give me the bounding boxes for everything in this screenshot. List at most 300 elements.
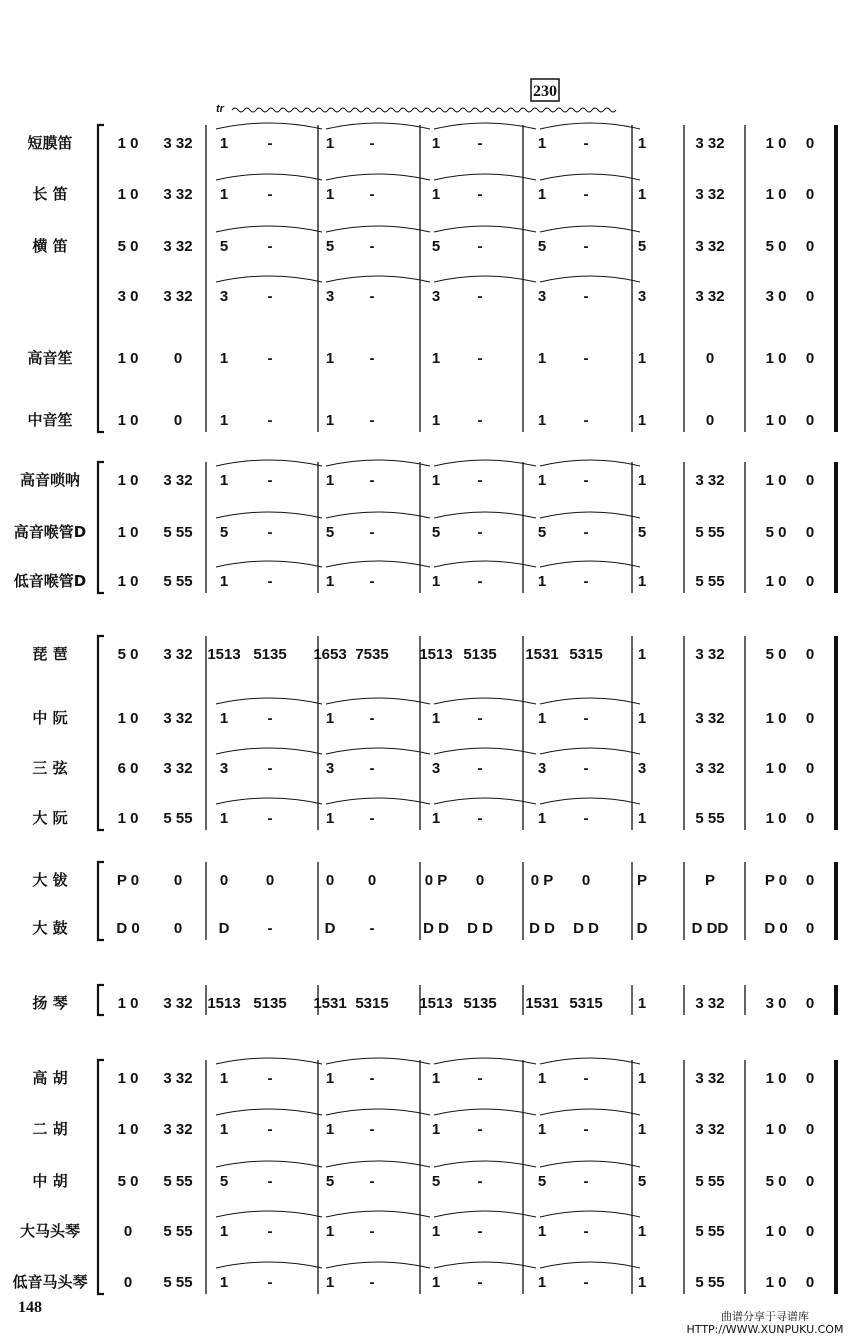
- note-cell: 1531: [313, 995, 347, 1012]
- note-cell: -: [267, 573, 273, 590]
- note-cell: 0: [805, 1070, 815, 1087]
- page-number: 148: [18, 1299, 42, 1316]
- note-cell: 3: [431, 760, 441, 777]
- note-cell: 5 55: [695, 524, 725, 541]
- note-cell: 0: [475, 872, 485, 889]
- instrument-name: 高 胡: [32, 1069, 68, 1087]
- note-cell: 1: [537, 1223, 547, 1240]
- note-cell: 1: [431, 186, 441, 203]
- note-cell: 0: [367, 872, 377, 889]
- note-cell: 3 32: [163, 760, 193, 777]
- note-cell: 5: [537, 524, 547, 541]
- note-cell: 3: [219, 760, 229, 777]
- note-cell: 5315: [569, 646, 603, 663]
- note-cell: 1 0: [117, 1070, 139, 1087]
- tie-arc: [540, 698, 640, 704]
- note-cell: 0: [219, 872, 229, 889]
- note-cell: 5 55: [695, 1274, 725, 1291]
- note-cell: 1: [219, 710, 229, 727]
- tie-arc: [216, 798, 322, 804]
- note-cell: -: [369, 920, 375, 937]
- tie-arc: [434, 123, 536, 129]
- tie-arc: [434, 174, 536, 180]
- note-cell: 1 0: [765, 1223, 787, 1240]
- note-cell: 3: [637, 760, 647, 777]
- note-cell: 1: [637, 1274, 647, 1291]
- note-cell: -: [267, 710, 273, 727]
- note-cell: -: [267, 1121, 273, 1138]
- instrument-row: [31, 237, 814, 255]
- note-cell: 0: [805, 995, 815, 1012]
- note-cell: 1: [325, 135, 335, 152]
- tie-arc: [434, 460, 536, 466]
- note-cell: -: [267, 524, 273, 541]
- note-cell: -: [583, 412, 589, 429]
- tie-arc: [540, 1058, 640, 1064]
- note-cell: -: [583, 472, 589, 489]
- note-cell: 1: [219, 810, 229, 827]
- note-cell: 5315: [355, 995, 389, 1012]
- rehearsal-mark: 230: [533, 83, 557, 100]
- note-cell: -: [369, 1173, 375, 1190]
- tie-arc: [434, 1058, 536, 1064]
- note-cell: 3 32: [163, 238, 193, 255]
- note-cell: 5: [325, 524, 335, 541]
- note-cell: 1: [219, 350, 229, 367]
- note-cell: 1: [219, 472, 229, 489]
- note-cell: 1: [637, 810, 647, 827]
- note-cell: D D: [529, 920, 555, 937]
- instrument-row: [32, 809, 814, 827]
- note-cell: -: [583, 135, 589, 152]
- note-cell: 3 32: [695, 760, 725, 777]
- note-cell: 0: [805, 760, 815, 777]
- note-cell: -: [369, 238, 375, 255]
- note-cell: -: [369, 412, 375, 429]
- note-cell: -: [369, 810, 375, 827]
- note-cell: 5: [431, 1173, 441, 1190]
- instrument-name: 高音唢呐: [19, 471, 81, 489]
- note-cell: 3 32: [163, 1121, 193, 1138]
- note-cell: -: [267, 238, 273, 255]
- instrument-name: 大 阮: [32, 809, 68, 827]
- note-cell: 1 0: [117, 186, 139, 203]
- note-cell: 1: [219, 1070, 229, 1087]
- note-cell: 0: [805, 872, 815, 889]
- note-cell: 1: [537, 135, 547, 152]
- note-cell: 0: [805, 810, 815, 827]
- tie-arc: [216, 174, 322, 180]
- note-cell: -: [369, 1274, 375, 1291]
- note-cell: 5: [325, 1173, 335, 1190]
- note-cell: 0: [805, 135, 815, 152]
- note-cell: 1: [219, 1121, 229, 1138]
- instrument-name: 中 阮: [32, 709, 68, 727]
- note-cell: -: [267, 1274, 273, 1291]
- tie-arc: [216, 512, 322, 518]
- note-cell: 1 0: [765, 810, 787, 827]
- trill-line: [232, 108, 616, 112]
- note-cell: 1513: [419, 646, 453, 663]
- tie-arc: [326, 226, 430, 232]
- tie-arc: [216, 1211, 322, 1217]
- instrument-name: 琵 琶: [32, 645, 68, 663]
- tie-arc: [326, 1161, 430, 1167]
- note-cell: 0: [805, 573, 815, 590]
- note-cell: 0: [705, 350, 715, 367]
- note-cell: 1513: [207, 646, 241, 663]
- note-cell: D 0: [116, 920, 140, 937]
- instrument-name: 大 鼓: [32, 919, 68, 937]
- instrument-name: 二 胡: [32, 1120, 68, 1138]
- tie-arc: [434, 561, 536, 567]
- note-cell: 1: [637, 710, 647, 727]
- note-cell: D: [636, 920, 648, 937]
- instrument-row: [27, 411, 814, 429]
- note-cell: 1: [637, 1070, 647, 1087]
- tie-arc: [540, 1262, 640, 1268]
- note-cell: 3 32: [163, 135, 193, 152]
- note-cell: 1 0: [765, 1070, 787, 1087]
- instrument-rows: [12, 134, 814, 1291]
- note-cell: 1: [325, 1223, 335, 1240]
- note-cell: 1 0: [765, 135, 787, 152]
- note-cell: 3: [537, 288, 547, 305]
- note-cell: 1: [325, 810, 335, 827]
- note-cell: 1: [637, 573, 647, 590]
- tie-arc: [326, 698, 430, 704]
- note-cell: 3 0: [765, 995, 787, 1012]
- note-cell: P 0: [764, 872, 788, 889]
- note-cell: 0: [123, 1223, 133, 1240]
- note-cell: 5: [219, 238, 229, 255]
- note-cell: -: [267, 1070, 273, 1087]
- note-cell: 1: [537, 1274, 547, 1291]
- note-cell: -: [583, 710, 589, 727]
- note-cell: 1: [537, 472, 547, 489]
- note-cell: 5135: [253, 995, 287, 1012]
- note-cell: 1 0: [765, 573, 787, 590]
- note-cell: 5 0: [765, 646, 787, 663]
- note-cell: 3 32: [695, 710, 725, 727]
- instrument-row: [32, 1069, 814, 1087]
- note-cell: 0 P: [530, 872, 554, 889]
- tie-arc: [326, 798, 430, 804]
- tie-arc: [434, 1161, 536, 1167]
- note-cell: 3 32: [695, 186, 725, 203]
- note-cell: 1 0: [765, 472, 787, 489]
- note-cell: 0: [805, 350, 815, 367]
- tie-arc: [216, 1058, 322, 1064]
- note-cell: 1 0: [765, 710, 787, 727]
- note-cell: 3: [325, 760, 335, 777]
- note-cell: 1 0: [117, 524, 139, 541]
- note-cell: 1513: [207, 995, 241, 1012]
- note-cell: 0: [581, 872, 591, 889]
- note-cell: 0: [173, 412, 183, 429]
- note-cell: 3 32: [695, 1121, 725, 1138]
- note-cell: 1: [219, 573, 229, 590]
- note-cell: 3 0: [765, 288, 787, 305]
- note-cell: 3 0: [117, 288, 139, 305]
- note-cell: 5 0: [765, 238, 787, 255]
- instrument-name: 大 钹: [32, 871, 68, 889]
- note-cell: 3 32: [695, 1070, 725, 1087]
- note-cell: 1: [431, 135, 441, 152]
- tie-arc: [326, 1262, 430, 1268]
- note-cell: 3 32: [163, 1070, 193, 1087]
- note-cell: 1 0: [117, 710, 139, 727]
- note-cell: -: [369, 472, 375, 489]
- instrument-name: 高音喉管D: [13, 523, 87, 541]
- note-cell: 3 32: [695, 288, 725, 305]
- note-cell: -: [583, 524, 589, 541]
- tie-arc: [216, 123, 322, 129]
- tie-arc: [326, 1211, 430, 1217]
- note-cell: 0: [805, 710, 815, 727]
- note-cell: -: [583, 760, 589, 777]
- note-cell: 0: [805, 646, 815, 663]
- note-cell: 1: [537, 810, 547, 827]
- note-cell: 3 32: [695, 238, 725, 255]
- tie-arc: [216, 1161, 322, 1167]
- note-cell: -: [369, 186, 375, 203]
- tie-arc: [540, 1109, 640, 1115]
- footer-site-title: 曲谱分享于寻谱库: [721, 1310, 809, 1323]
- note-cell: 3 32: [695, 135, 725, 152]
- note-cell: 1: [637, 350, 647, 367]
- tie-arc: [434, 748, 536, 754]
- note-cell: 0: [805, 1223, 815, 1240]
- tie-arc: [540, 460, 640, 466]
- note-cell: 5 55: [163, 1274, 193, 1291]
- note-cell: D D: [573, 920, 599, 937]
- note-cell: -: [267, 412, 273, 429]
- note-cell: -: [369, 288, 375, 305]
- tie-arc: [326, 460, 430, 466]
- tie-arc: [540, 174, 640, 180]
- note-cell: -: [583, 186, 589, 203]
- note-cell: 5 55: [163, 1173, 193, 1190]
- note-cell: 5: [219, 524, 229, 541]
- note-cell: -: [477, 710, 483, 727]
- note-cell: 0: [805, 920, 815, 937]
- note-cell: 3 32: [695, 472, 725, 489]
- note-cell: -: [267, 135, 273, 152]
- note-cell: 1: [537, 1070, 547, 1087]
- note-cell: 0: [805, 524, 815, 541]
- note-cell: -: [477, 573, 483, 590]
- note-cell: -: [267, 288, 273, 305]
- note-cell: 1 0: [117, 135, 139, 152]
- tie-arc: [326, 1109, 430, 1115]
- note-cell: 0: [123, 1274, 133, 1291]
- instrument-name: 横 笛: [32, 237, 68, 255]
- note-cell: -: [369, 573, 375, 590]
- tie-arc: [540, 226, 640, 232]
- note-cell: 1: [637, 472, 647, 489]
- note-cell: 0 P: [424, 872, 448, 889]
- note-cell: 5 0: [765, 1173, 787, 1190]
- note-cell: 1: [325, 1070, 335, 1087]
- note-cell: -: [477, 1173, 483, 1190]
- note-cell: D D: [423, 920, 449, 937]
- tie-arc: [540, 1161, 640, 1167]
- note-cell: P: [636, 872, 648, 889]
- note-cell: 3 32: [163, 710, 193, 727]
- note-cell: D DD: [691, 920, 729, 937]
- note-cell: 5 55: [163, 524, 193, 541]
- note-cell: 1 0: [765, 760, 787, 777]
- bar-lines: [206, 123, 836, 1294]
- instrument-name: 扬 琴: [32, 994, 68, 1012]
- note-cell: 1: [637, 135, 647, 152]
- note-cell: D: [324, 920, 336, 937]
- tie-arc: [540, 512, 640, 518]
- instrument-row: [118, 288, 815, 305]
- note-cell: D D: [467, 920, 493, 937]
- group-bracket: [98, 862, 104, 940]
- note-cell: 1: [537, 1121, 547, 1138]
- note-cell: 1 0: [117, 350, 139, 367]
- note-cell: 1: [219, 1223, 229, 1240]
- note-cell: 1: [537, 573, 547, 590]
- note-cell: 3 32: [695, 646, 725, 663]
- note-cell: 0: [173, 872, 183, 889]
- note-cell: 1: [537, 412, 547, 429]
- note-cell: -: [267, 186, 273, 203]
- instrument-name: 低音喉管D: [13, 572, 87, 590]
- note-cell: 1 0: [117, 810, 139, 827]
- instrument-row: [20, 471, 814, 489]
- instrument-name: 三 弦: [32, 759, 68, 777]
- note-cell: -: [583, 1223, 589, 1240]
- tie-arc: [540, 748, 640, 754]
- note-cell: -: [369, 1223, 375, 1240]
- note-cell: D 0: [764, 920, 788, 937]
- system-brackets: [98, 125, 104, 1294]
- instrument-name: 中 胡: [32, 1172, 68, 1190]
- note-cell: 5 0: [117, 238, 139, 255]
- note-cell: 1531: [525, 646, 559, 663]
- tie-arc: [434, 276, 536, 282]
- note-cell: -: [477, 1223, 483, 1240]
- note-cell: 5 0: [117, 646, 139, 663]
- note-cell: 3 32: [163, 995, 193, 1012]
- note-cell: 5 55: [163, 573, 193, 590]
- tie-arc: [434, 512, 536, 518]
- note-cell: 3 32: [163, 288, 193, 305]
- note-cell: 1: [431, 472, 441, 489]
- note-cell: 3 32: [163, 646, 193, 663]
- note-cell: 1: [637, 995, 647, 1012]
- note-cell: 0: [805, 412, 815, 429]
- tie-arc: [216, 1109, 322, 1115]
- note-cell: 3 32: [695, 995, 725, 1012]
- tie-arc: [326, 174, 430, 180]
- note-cell: 0: [805, 1121, 815, 1138]
- note-cell: 1: [537, 710, 547, 727]
- instrument-row: [32, 871, 814, 889]
- note-cell: 7535: [355, 646, 389, 663]
- note-cell: 1: [325, 186, 335, 203]
- tie-arc: [326, 561, 430, 567]
- note-cell: 3: [325, 288, 335, 305]
- tie-arc: [326, 748, 430, 754]
- note-cell: 1: [431, 1121, 441, 1138]
- note-cell: -: [369, 710, 375, 727]
- instrument-row: [20, 1222, 814, 1240]
- note-cell: 1: [431, 1070, 441, 1087]
- note-cell: 5 0: [117, 1173, 139, 1190]
- note-cell: -: [477, 1274, 483, 1291]
- note-cell: 5: [325, 238, 335, 255]
- note-cell: 1 0: [117, 472, 139, 489]
- tie-arc: [434, 1109, 536, 1115]
- note-cell: 0: [805, 238, 815, 255]
- note-cell: 1 0: [765, 1274, 787, 1291]
- note-cell: 5 55: [695, 1223, 725, 1240]
- note-cell: 1: [431, 350, 441, 367]
- note-cell: 0: [805, 472, 815, 489]
- note-cell: 6 0: [117, 760, 139, 777]
- tie-arc: [540, 1211, 640, 1217]
- tie-arc: [434, 1262, 536, 1268]
- tie-arc: [434, 798, 536, 804]
- note-cell: 1: [431, 710, 441, 727]
- note-cell: -: [477, 238, 483, 255]
- note-cell: 0: [705, 412, 715, 429]
- group-bracket: [98, 1060, 104, 1294]
- note-cell: 1: [325, 350, 335, 367]
- trill-mark: tr: [216, 103, 224, 115]
- note-cell: 5 55: [695, 810, 725, 827]
- note-cell: 1: [325, 573, 335, 590]
- note-cell: 5: [219, 1173, 229, 1190]
- note-cell: -: [583, 288, 589, 305]
- note-cell: 1 0: [765, 412, 787, 429]
- note-cell: 1: [537, 186, 547, 203]
- note-cell: 0: [805, 1173, 815, 1190]
- note-cell: -: [477, 472, 483, 489]
- note-cell: 3: [537, 760, 547, 777]
- note-cell: 0: [173, 350, 183, 367]
- instrument-name: 高音笙: [27, 349, 73, 367]
- note-cell: 1 0: [117, 573, 139, 590]
- note-cell: 1: [325, 1274, 335, 1291]
- tie-arc: [216, 748, 322, 754]
- note-cell: 5135: [463, 995, 497, 1012]
- note-cell: 3 32: [163, 472, 193, 489]
- note-cell: 1: [431, 412, 441, 429]
- note-cell: 1: [325, 710, 335, 727]
- note-cell: -: [369, 1121, 375, 1138]
- instrument-row: [14, 572, 814, 590]
- note-cell: 0: [265, 872, 275, 889]
- instrument-row: [32, 185, 814, 203]
- tie-arc: [326, 276, 430, 282]
- instrument-row: [27, 349, 814, 367]
- note-cell: -: [583, 1121, 589, 1138]
- tie-arc: [216, 276, 322, 282]
- instrument-name: 低音马头琴: [12, 1273, 88, 1291]
- note-cell: 1: [219, 412, 229, 429]
- tie-arc: [540, 276, 640, 282]
- note-cell: -: [477, 288, 483, 305]
- note-cell: 5: [637, 1173, 647, 1190]
- group-bracket: [98, 125, 104, 432]
- note-cell: 3: [219, 288, 229, 305]
